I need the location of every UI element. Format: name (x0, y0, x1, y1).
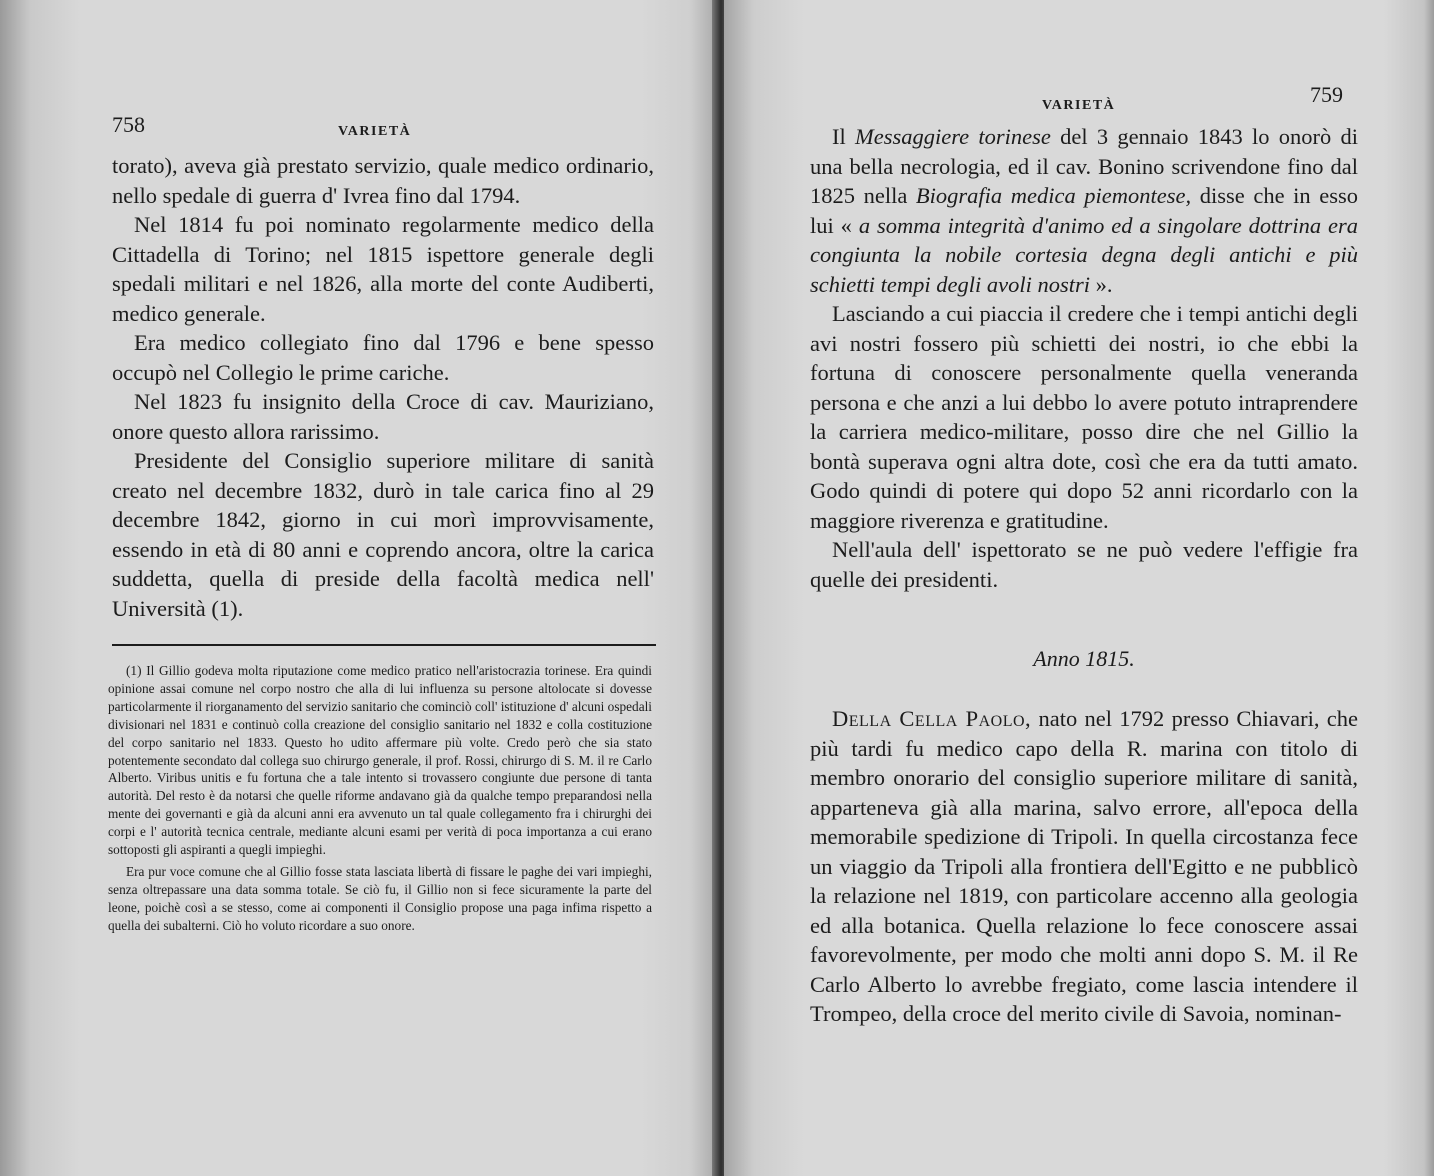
left-paragraph-5: Presidente del Consiglio superiore militare di sanità creato nel decembre 1832, durò in tale carica fino al 29 decembre 1842, giorno in cui morì improvvisamente, essendo in età di 80 anni e coprendo ancora, oltre la carica suddetta, quella di preside della facoltà medica nell' Università (1). (112, 448, 654, 621)
right-p1-text-d: ». (1089, 271, 1113, 297)
right-paragraph-2: Lasciando a cui piaccia il credere che i tempi antichi degli avi nostri fossero più schietti dei nostri, io che ebbi la fortuna di conoscere personalmente quella veneranda persona e che anzi a lui debbo lo avere potuto intraprendere la carriera medico-militare, posso dire che nel Gillio la bontà superava ogni altra dote, così che era da tutti amato. Godo quindi di potere qui dopo 52 anni ricordarlo con la maggiore riverenza e gratitudine. (810, 301, 1358, 533)
right-p1-text-c: disse che in esso lui « (810, 183, 1358, 238)
footnote-1-continued: Era pur voce comune che al Gillio fosse stata lasciata libertà di fissare le paghe dei vari impieghi, senza oltrepassare una data somma totale. Se ciò fu, il Gillio non si fece sicuramente la parte del leone, poichè così a se stesso, come ai componenti il Consiglio propose una paga infima rispetto a quella dei subalterni. Ciò ho voluto ricordare a suo onore. (108, 863, 652, 933)
right-p1-italic-2: Biografia medica piemontese, (915, 183, 1192, 208)
right-page (724, 0, 1434, 1176)
left-page-number: 758 (112, 112, 145, 137)
entry-name: Della Cella Paolo, (832, 706, 1032, 731)
right-p1-italic-3: a somma integrità d'animo ed a singolare dottrina era congiunta la nobile cortesia degna degli antichi e più schietti tempi degli avoli nostri (810, 212, 1358, 297)
left-paragraph-3: Era medico collegiato fino dal 1796 e bene spesso occupò nel Collegio le prime cariche. (112, 330, 654, 385)
left-body (112, 151, 654, 623)
right-paragraph-della-cella (810, 704, 1358, 1029)
left-paragraph-1: torato), aveva già prestato servizio, quale medico ordinario, nello spedale di guerra d' Ivrea fino dal 1794. (112, 153, 654, 208)
section-title-anno: Anno 1815. (1033, 646, 1135, 671)
right-body (810, 122, 1358, 594)
left-running-head: VARIETÀ (338, 124, 412, 139)
left-paragraph-4: Nel 1823 fu insignito della Croce di cav. Mauriziano, onore questo allora rarissimo. (112, 389, 654, 444)
right-body-lower (810, 704, 1358, 1029)
right-p1-text-b: del 3 gennaio 1843 lo onorò di una bella necrologia, ed il cav. Bonino scrivendone fino dal 1825 nella (810, 124, 1358, 208)
right-running-head: VARIETÀ (1042, 98, 1116, 113)
left-footnotes (108, 662, 652, 935)
entry-text: nato nel 1792 presso Chiavari, che più tardi fu medico capo della R. marina con titolo di membro onorario del consiglio superiore militare di sanità, apparteneva già alla marina, salvo errore, all'epoca della memorabile spedizione di Tripoli. In quella circostanza fece un viaggio da Tripoli alla frontiera dell'Egitto e ne pubblicò la relazione nel 1819, con particolare accenno alla geologia ed alla botanica. Quella relazione lo fece conoscere assai favorevolmente, per modo che molti anni dopo S. M. il Re Carlo Alberto lo avrebbe fregiato, come lascia intendere il Trompeo, della croce del merito civile di Savoia, nominan- (810, 706, 1358, 1026)
right-paragraph-1 (810, 122, 1358, 299)
right-paragraph-3: Nell'aula dell' ispettorato se ne può vedere l'effigie fra quelle dei presidenti. (810, 537, 1358, 592)
left-paragraph-2: Nel 1814 fu poi nominato regolarmente medico della Cittadella di Torino; nel 1815 ispettore generale degli spedali militari e nel 1826, alla morte del conte Audiberti, medico generale. (112, 212, 654, 326)
right-page-number: 759 (1310, 82, 1343, 107)
footnote-1: (1) Il Gillio godeva molta riputazione come medico pratico nell'aristocrazia torinese. Era quindi opinione assai comune nel corpo nostro che alla di lui influenza su persone altolocate si dovesse particolarmente il riorganamento del servizio sanitario che cominciò coll' istituzione d' alcuni ospedali divisionari nel 1831 e continuò colla creazione del consiglio sanitario nel 1832 e colla costituzione del corpo sanitario nel 1833. Questo ho udito affermare più volte. Credo però che sia stato potentemente secondato dal collega suo chirurgo generale, il prof. Rossi, chirurgo di S. M. il re Carlo Alberto. Viribus unitis e fu fortuna che a tale intento si trovassero congiunte due persone di tanta autorità. Del resto è da notarsi che quelle riforme andavano già da qualche tempo preparandosi nella mente dei governanti e già da alcuni anni era avvenuto un tal quale collegamento fra i chirurghi dei corpi e l' autorità tecnica centrale, mediante alcuni esami per verità di poca importanza a cui erano sottoposti gli aspiranti a quegli impieghi. (108, 663, 652, 858)
right-p1-text-a: Il (832, 124, 855, 149)
right-p1-italic-1: Messaggiere torinese (854, 124, 1051, 149)
footnote-rule (112, 644, 656, 646)
